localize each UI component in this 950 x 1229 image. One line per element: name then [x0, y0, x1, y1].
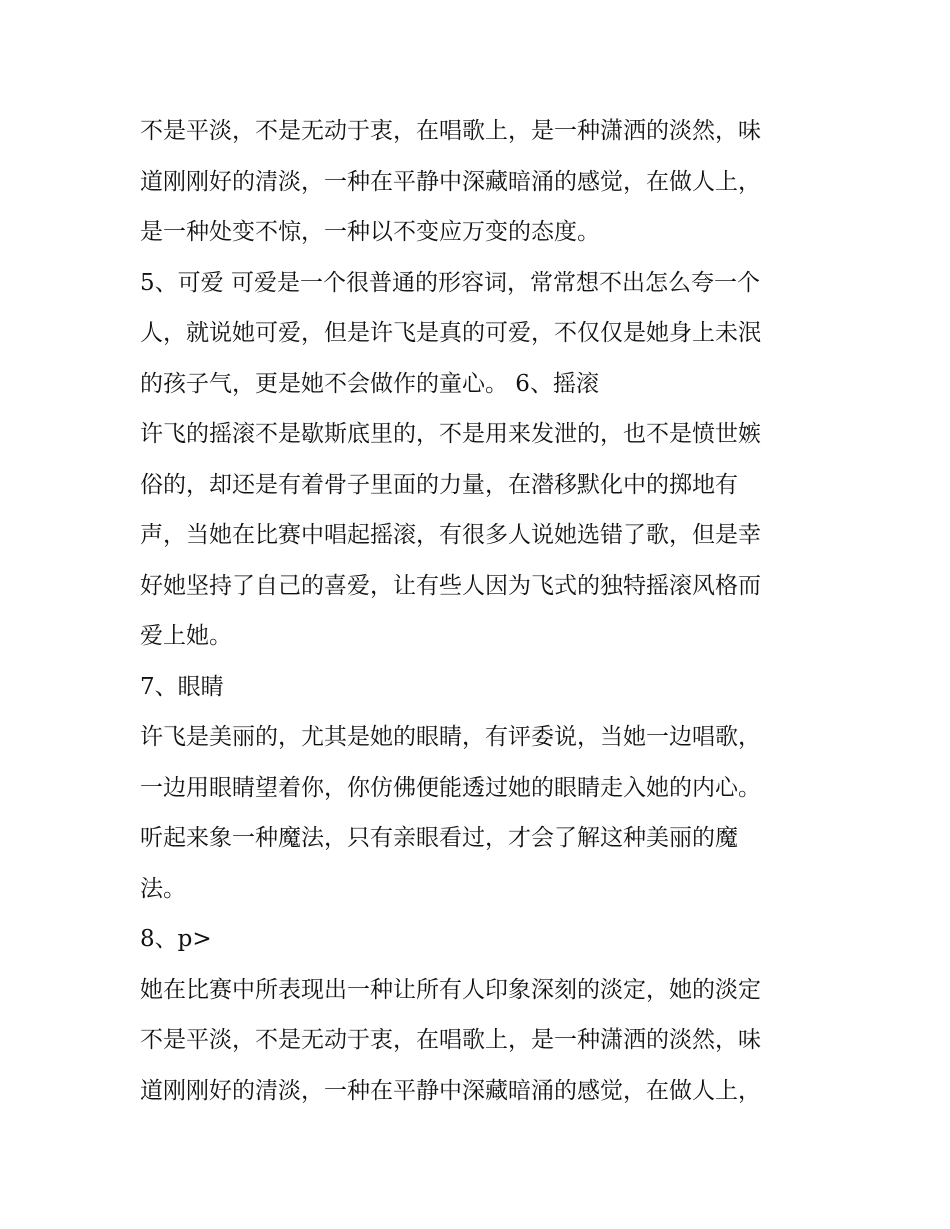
text-line: 是一种处变不惊，一种以不变应万变的态度。: [140, 219, 600, 245]
text-line: 不是平淡，不是无动于衷，在唱歌上，是一种潇洒的淡然，味: [140, 1027, 761, 1053]
text-line: 爱上她。: [140, 623, 232, 649]
section-heading-7: 7、眼睛: [140, 673, 224, 700]
text-line: 一边用眼睛望着你，你仿佛便能透过她的眼睛走入她的内心。: [140, 774, 761, 801]
section-heading-5: 5、可爱 可爱是一个很普通的形容词，常常想不出怎么夸一个: [140, 269, 760, 296]
text-line: 法。: [140, 875, 186, 902]
text-line: 不是平淡，不是无动于衷，在唱歌上，是一种潇洒的淡然，味: [140, 118, 761, 144]
text-line: 声，当她在比赛中唱起摇滚，有很多人说她选错了歌，但是幸: [140, 522, 761, 548]
text-line: 的孩子气，更是她不会做作的童心。 6、摇滚: [140, 370, 599, 397]
text-line: 许飞的摇滚不是歇斯底里的，不是用来发泄的，也不是愤世嫉: [140, 421, 761, 447]
document-body: [140, 106, 820, 1116]
text-line: 道刚刚好的清淡，一种在平静中深藏暗涌的感觉，在做人上，: [140, 1077, 761, 1104]
text-line: 好她坚持了自己的喜爱，让有些人因为飞式的独特摇滚风格而: [140, 572, 761, 599]
text-line: 听起来象一种魔法，只有亲眼看过，才会了解这种美丽的魔: [140, 825, 738, 851]
section-heading-8: 8、p>: [140, 926, 212, 952]
text-line: 俗的，却还是有着骨子里面的力量，在潜移默化中的掷地有: [140, 471, 738, 498]
text-line: 许飞是美丽的，尤其是她的眼睛，有评委说，当她一边唱歌，: [140, 724, 761, 750]
text-line: 人，就说她可爱，但是许飞是真的可爱，不仅仅是她身上未泯: [140, 320, 761, 346]
text-line: 她在比赛中所表现出一种让所有人印象深刻的淡定，她的淡定: [140, 976, 761, 1003]
text-line: 道刚刚好的清淡，一种在平静中深藏暗涌的感觉，在做人上，: [140, 168, 761, 195]
